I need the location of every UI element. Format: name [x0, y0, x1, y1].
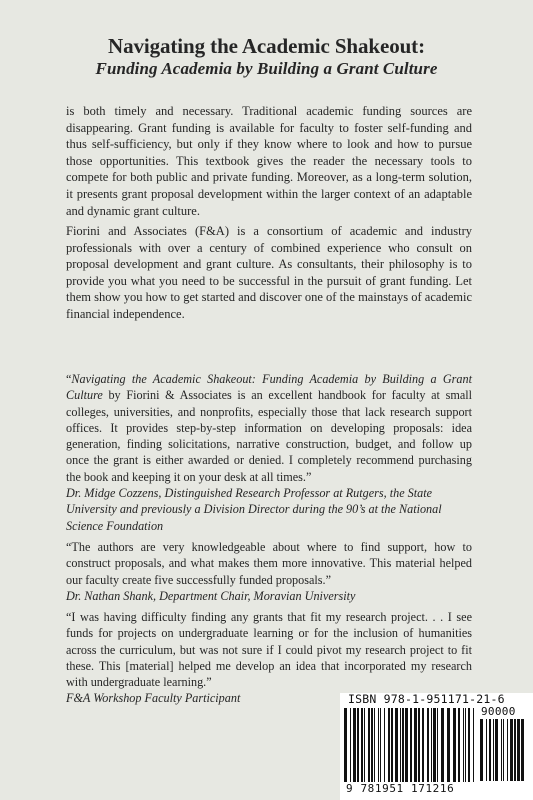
barcode-bar — [427, 708, 429, 782]
barcode-bar — [374, 708, 375, 782]
barcode-bar — [371, 708, 373, 782]
testimonial-1-open-quote: “ — [66, 372, 72, 386]
barcode-bar — [507, 719, 508, 781]
price-addon-number: 90000 — [481, 705, 516, 718]
description-paragraph-1: is both timely and necessary. Traditional academic funding sources are disappearing. Grant funding is available for faculty to foster self-funding and thus self-sufficiency, but only if they know where to look and how to pursue those opportunities. This textbook gives the reader the necessary tools to compete for both public and private funding. Moreover, as a long-term solution, it presents grant proposal development within the larger context of an adaptable and dynamic grant culture. — [66, 104, 472, 218]
book-title: Navigating the Academic Shakeout: — [108, 34, 425, 58]
testimonial-3-attribution: F&A Workshop Faculty Participant — [66, 691, 241, 706]
barcode-bar — [493, 719, 494, 781]
barcode-bar — [465, 708, 466, 782]
barcode-bar — [350, 708, 351, 782]
barcode-bar — [441, 708, 444, 782]
barcode-bar — [414, 708, 417, 782]
barcode-bar — [422, 708, 424, 782]
testimonial-1-attribution: Dr. Midge Cozzens, Distinguished Research Professor at Rutgers, the State University and previously a Division Director during the 90’s at the National Science Foundation — [66, 486, 442, 533]
barcode-bar — [486, 719, 487, 781]
barcode-bar — [410, 708, 412, 782]
barcode-bar — [368, 708, 370, 782]
barcode-bar — [510, 719, 513, 781]
description-paragraph-2: Fiorini and Associates (F&A) is a consortium of academic and industry professionals with over a century of combined experience who consult on proposal development and grant culture. As consultants, their philosophy is to provide you what you need to be successful in the pursuit of grant funding. Let them show you how to get started and discover one of the mainstays of academic financial independence. — [66, 224, 472, 321]
testimonial-2-text: “The authors are very knowledgeable about where to find support, how to construct proposals, and what makes them more innovative. This material helped our faculty create five successfully funded proposals.” — [66, 540, 472, 587]
barcode-bar — [380, 708, 381, 782]
barcode-bar — [344, 708, 347, 782]
barcode-bar — [357, 708, 359, 782]
barcode-bar — [473, 708, 474, 782]
barcode-bar — [463, 708, 464, 782]
testimonial-1 — [66, 371, 472, 534]
barcode-bar — [388, 708, 390, 782]
book-subtitle: Funding Academia by Building a Grant Culture — [95, 59, 438, 78]
testimonial-2 — [66, 539, 472, 604]
barcode-bar — [353, 708, 356, 782]
barcode-bar — [517, 719, 520, 781]
barcode-bar — [521, 719, 524, 781]
ean-barcode-bars — [344, 708, 476, 784]
testimonial-2-attribution: Dr. Nathan Shank, Department Chair, Moravian University — [66, 588, 356, 603]
barcode-bar — [384, 708, 385, 782]
barcode-bar — [378, 708, 379, 782]
testimonial-1-body: by Fiorini & Associates is an excellent handbook for faculty at small colleges, universities, and nonprofits, especially those that lack research support offices. It provides step-by-step information on developing proposals: idea generation, finding solicitations, narrative construction, budget, and follow up once the grant is either awarded or denied. I completely recommend purchasing the book and keeping it on your desk at all times.” — [66, 388, 472, 484]
testimonial-3-text: “I was having difficulty finding any grants that fit my research project. . . I see funds for projects on undergraduate learning or for the inclusion of humanities across the curriculum, but was not sure if I could pivot my research project to fit these. This [material] helped me develop an idea that incorporated my research with undergraduate learning.” — [66, 610, 472, 690]
barcode-bar — [489, 719, 491, 781]
barcode-bar — [431, 708, 432, 782]
barcode-bar — [395, 708, 398, 782]
barcode-bar — [418, 708, 420, 782]
ean-number: 9 781951 171216 — [346, 782, 455, 795]
barcode-bar — [447, 708, 450, 782]
barcode-bar — [364, 708, 365, 782]
barcode-bar — [400, 708, 401, 782]
barcode-bar — [501, 719, 502, 781]
isbn-label: ISBN 978-1-951171-21-6 — [348, 692, 505, 706]
barcode-bar — [433, 708, 436, 782]
barcode-bar — [405, 708, 408, 782]
barcode-bar — [514, 719, 516, 781]
barcode-bar — [480, 719, 483, 781]
barcode-bar — [495, 719, 498, 781]
testimonial-1-book-title: Navigating the Academic Shakeout: Funding Academia by Building a Grant Culture — [66, 372, 472, 403]
barcode-bar — [458, 708, 460, 782]
testimonial-1-text — [66, 371, 472, 485]
barcode-bar — [361, 708, 363, 782]
barcode-bar — [503, 719, 504, 781]
barcode-bar — [453, 708, 456, 782]
barcode — [340, 693, 533, 800]
barcode-bar — [391, 708, 393, 782]
barcode-bar — [437, 708, 438, 782]
barcode-bar — [402, 708, 404, 782]
barcode-bar — [468, 708, 470, 782]
addon-barcode-bars — [480, 719, 528, 783]
